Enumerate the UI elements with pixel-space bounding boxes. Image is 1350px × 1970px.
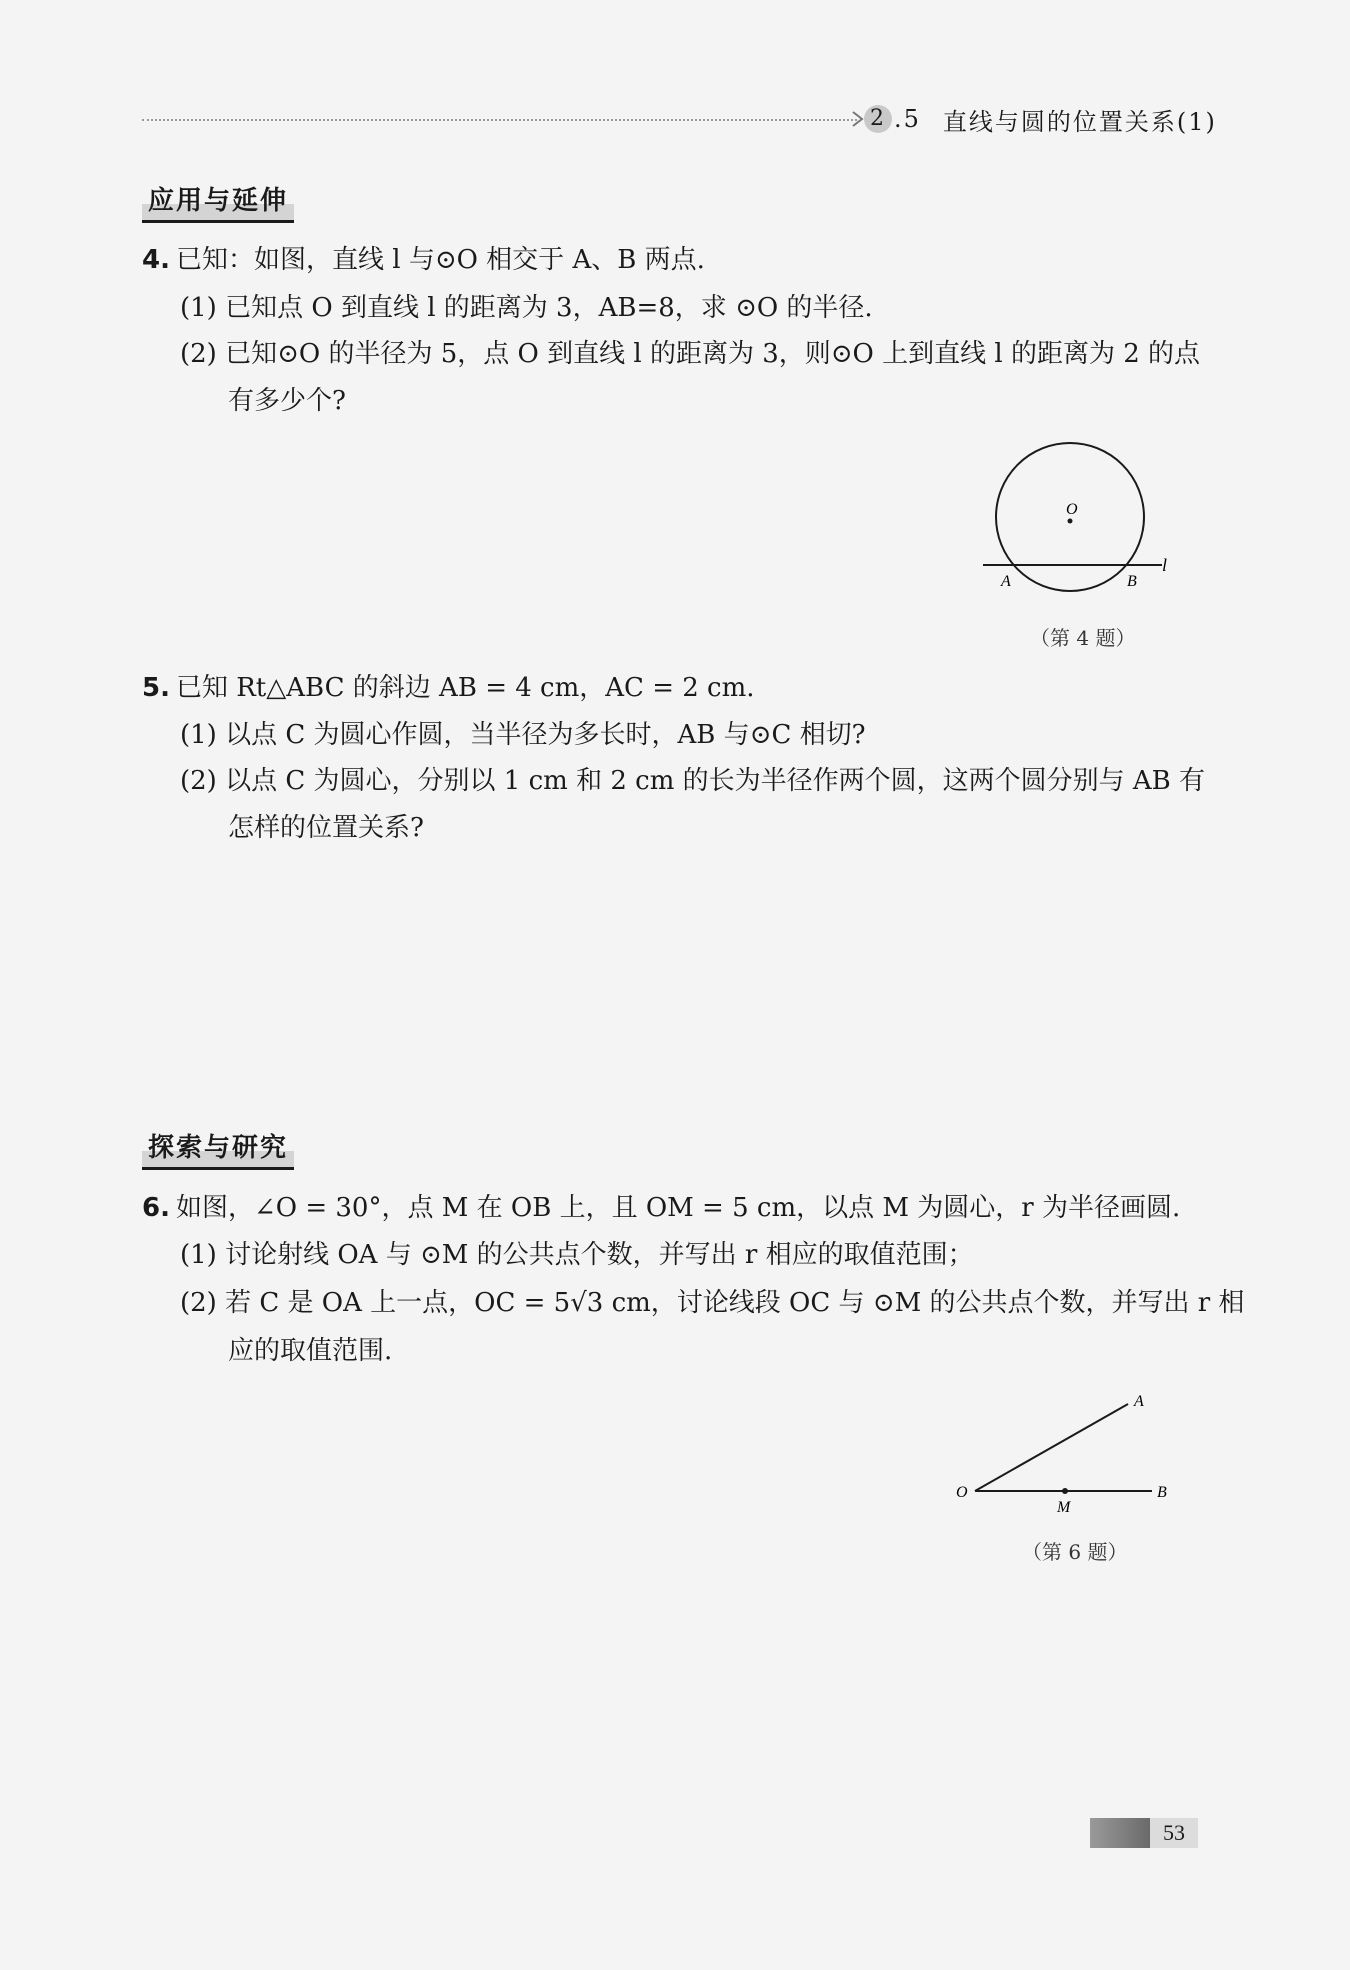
header-arrow-icon <box>851 110 865 128</box>
problem-4-stem-text: 已知：如图，直线 l 与⊙O 相交于 A、B 两点. <box>175 245 705 275</box>
header-dotted-rule <box>142 119 857 121</box>
label-l: l <box>1162 555 1168 575</box>
problem-5-part-2-cont: 怎样的位置关系? <box>228 813 424 843</box>
center-point-o <box>1068 519 1073 524</box>
problem-5-stem-text: 已知 Rt△ABC 的斜边 AB = 4 cm，AC = 2 cm. <box>175 673 755 703</box>
problem-6-part-2-cont: 应的取值范围. <box>228 1336 393 1366</box>
label-a: A <box>1134 1393 1144 1410</box>
point-m <box>1062 1488 1068 1494</box>
problem-6-part-2: (2) 若 C 是 OA 上一点，OC = 5√3 cm，讨论线段 OC 与 ⊙M 的公共点个数，并写出 r 相 <box>180 1288 1245 1318</box>
ray-oa <box>975 1404 1128 1491</box>
label-b: B <box>1127 573 1137 590</box>
problem-4-part-2: (2) 已知⊙O 的半径为 5，点 O 到直线 l 的距离为 3，则⊙O 上到直线 l 的距离为 2 的点 <box>180 339 1201 369</box>
problem-5-number: 5. <box>142 673 170 703</box>
section-heading-apply: 应用与延伸 <box>142 184 294 223</box>
section-heading-explore: 探索与研究 <box>142 1131 294 1170</box>
problem-6-figure <box>950 1390 1180 1520</box>
problem-6-number: 6. <box>142 1193 170 1223</box>
running-header <box>864 101 1217 137</box>
problem-4-part-2-cont: 有多少个? <box>228 386 346 416</box>
problem-5-part-1: (1) 以点 C 为圆心作圆，当半径为多长时，AB 与⊙C 相切? <box>180 720 866 750</box>
section-title: 直线与圆的位置关系(1) <box>942 107 1217 136</box>
problem-6-stem-text: 如图，∠O = 30°，点 M 在 OB 上，且 OM = 5 cm，以点 M 为圆心，r 为半径画圆. <box>175 1193 1181 1223</box>
problem-4-figure <box>970 440 1180 600</box>
problem-5-part-2: (2) 以点 C 为圆心，分别以 1 cm 和 2 cm 的长为半径作两个圆，这两个圆分别与 AB 有 <box>180 766 1206 796</box>
section-number: .5 <box>894 105 921 133</box>
label-b: B <box>1157 1484 1167 1501</box>
problem-5-stem <box>142 670 755 706</box>
problem-4-caption: （第 4 题） <box>1030 626 1136 650</box>
chapter-number-badge: 2 <box>864 105 892 133</box>
label-o: O <box>956 1484 968 1501</box>
label-a: A <box>1001 573 1011 590</box>
problem-6-caption: （第 6 题） <box>1022 1540 1128 1564</box>
problem-4-stem <box>142 242 705 278</box>
problem-4-number: 4. <box>142 245 170 275</box>
page-number: 53 <box>1150 1818 1198 1848</box>
page-number-bar <box>1090 1818 1150 1848</box>
label-o: O <box>1066 501 1078 518</box>
label-m: M <box>1057 1499 1071 1516</box>
problem-6-part-1: (1) 讨论射线 OA 与 ⊙M 的公共点个数，并写出 r 相应的取值范围； <box>180 1240 974 1270</box>
problem-6-stem <box>142 1190 1180 1226</box>
problem-4-part-1: (1) 已知点 O 到直线 l 的距离为 3，AB=8，求 ⊙O 的半径. <box>180 293 873 323</box>
